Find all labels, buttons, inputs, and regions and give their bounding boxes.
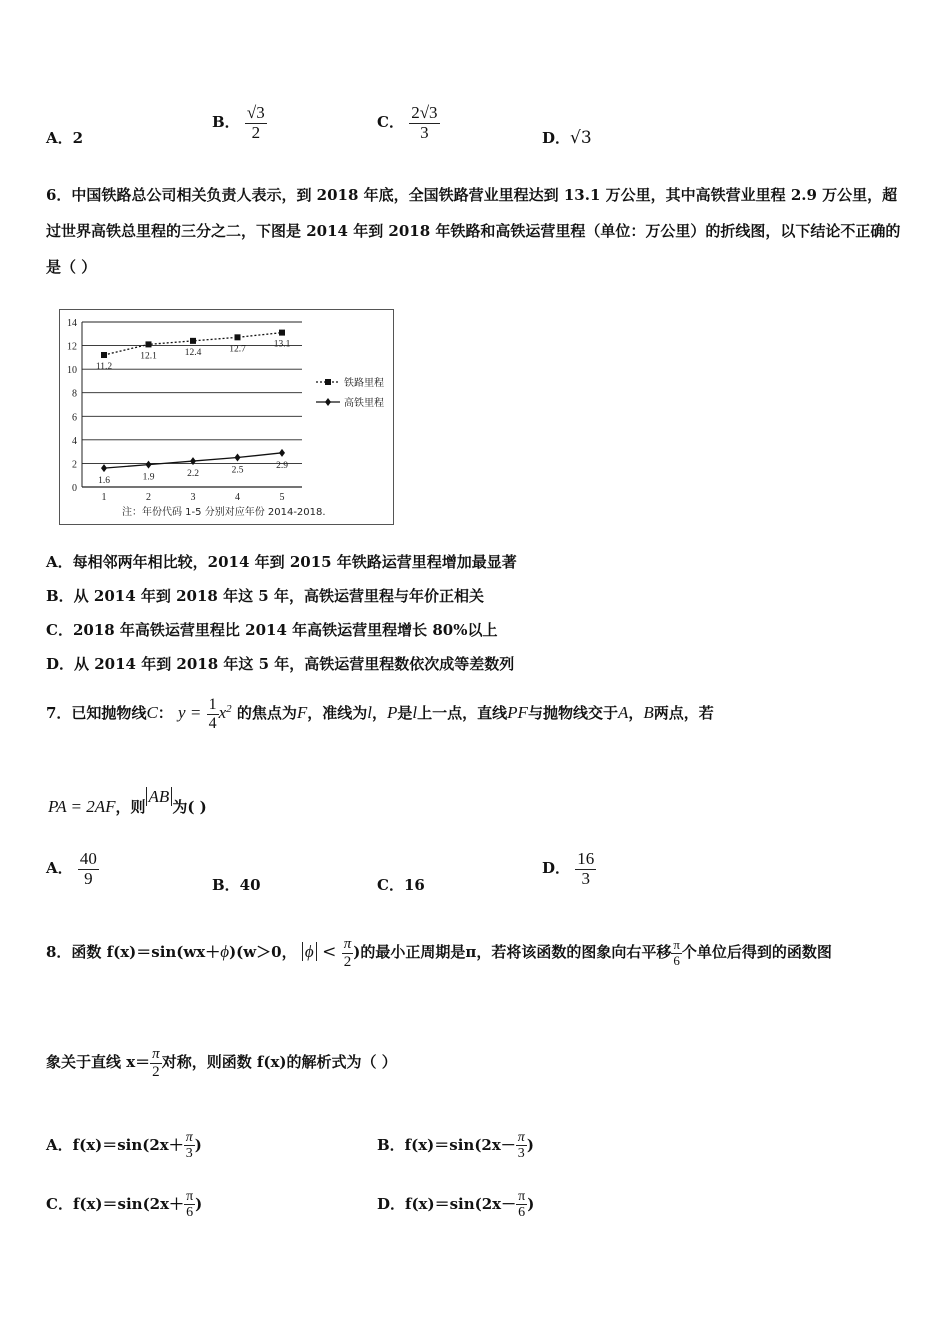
q7-text: ： <box>157 704 173 723</box>
q8-text: 象关于直线 x＝ <box>46 1053 151 1071</box>
q6-option-b: B．从 2014 年到 2018 年这 5 年，高铁运营里程与年价正相关 <box>46 587 484 605</box>
q7-text: 7．已知抛物线 <box>46 704 147 723</box>
x-tick-label: 5 <box>279 492 285 503</box>
y-tick-label: 8 <box>72 388 77 400</box>
legend-label: 高铁里程 <box>344 398 384 409</box>
legend-label: 铁路里程 <box>344 378 384 389</box>
q7-option-c: C．16 <box>377 876 425 894</box>
denominator: 3 <box>581 868 590 888</box>
fraction <box>78 850 99 888</box>
option-label: B． <box>212 113 240 132</box>
fraction <box>245 104 267 142</box>
denominator: 4 <box>208 714 217 732</box>
q8-text: )(w＞0， <box>229 943 297 961</box>
var-phi: ϕ <box>220 942 230 961</box>
series-point <box>101 464 107 472</box>
q8-text: )的最小正周期是π，若将该函数的图象向右平移 <box>353 943 672 961</box>
q8-line-2 <box>46 1046 397 1080</box>
var-F: F <box>296 703 308 723</box>
x-tick-label: 4 <box>235 492 240 503</box>
q6-line-chart <box>59 309 394 525</box>
option-value: √3 <box>570 128 592 148</box>
data-label: 13.1 <box>273 339 291 350</box>
data-label: 12.4 <box>184 347 202 358</box>
q8-option-a <box>46 1130 202 1162</box>
q8-option-d <box>377 1189 534 1221</box>
q5-option-b <box>212 104 267 142</box>
q6-question-text: 6．中国铁路总公司相关负责人表示，到 2018 年底，全国铁路营业里程达到 13.1 万公里，其中高铁营业里程 2.9 万公里，超过世界高铁总里程的三分之二，下图是 2014 年到 2018 年铁路和高铁运营里程（单位：万公里）的折线图，以下结论不正确的是（ ） <box>46 186 901 276</box>
fraction <box>342 936 354 970</box>
denominator: 3 <box>420 122 429 142</box>
x-tick-label: 2 <box>146 492 151 503</box>
var-PF: PF <box>507 703 528 723</box>
q5-option-d <box>542 127 592 148</box>
y-tick-label: 4 <box>72 435 77 447</box>
y-tick-label: 10 <box>67 365 77 377</box>
option-label: C． <box>377 113 404 132</box>
numerator: 2√3 <box>411 103 438 122</box>
denominator: 6 <box>673 952 680 968</box>
var-l: l <box>412 703 418 723</box>
q6-option-d: D．从 2014 年到 2018 年这 5 年，高铁运营里程数依次成等差数列 <box>46 655 515 673</box>
q7-text: ， <box>372 704 388 723</box>
fraction <box>409 104 439 142</box>
var-C: C <box>146 703 158 723</box>
numerator: 1 <box>208 696 217 713</box>
numerator: π <box>518 1189 526 1204</box>
denominator: 2 <box>152 1063 160 1080</box>
numerator: 40 <box>79 849 97 868</box>
fraction <box>184 1130 195 1162</box>
option-close: ) <box>194 1135 202 1154</box>
series-point <box>279 449 285 457</box>
chart-svg <box>60 310 393 524</box>
denominator: 2 <box>251 122 261 142</box>
option-label: D． <box>542 129 571 147</box>
var-P: P <box>387 703 398 723</box>
less-than: < <box>316 942 342 962</box>
series-point <box>146 341 152 347</box>
x-tick-label: 1 <box>101 492 107 503</box>
data-label: 12.1 <box>140 351 157 362</box>
option-label: D．f(x)＝sin(2x－ <box>377 1194 517 1213</box>
exponent: 2 <box>226 703 232 716</box>
q6-option-c: C．2018 年高铁运营里程比 2014 年高铁运营里程增长 80%以上 <box>46 621 498 639</box>
q8-option-b <box>377 1130 534 1162</box>
x-tick-label: 3 <box>190 492 196 503</box>
legend-marker <box>325 398 331 406</box>
chart-note: 注：年份代码 1-5 分别对应年份 2014-2018. <box>122 507 326 518</box>
series-point <box>101 352 107 358</box>
q6-options <box>46 545 906 681</box>
q7-text: 是 <box>397 704 413 723</box>
series-point <box>190 338 196 344</box>
fraction <box>575 850 596 888</box>
var-y: y = <box>178 703 202 723</box>
fraction <box>671 938 682 968</box>
option-value: 2 <box>72 129 84 147</box>
q7-text: 为( ) <box>172 798 207 816</box>
series-point <box>279 330 285 336</box>
numerator: π <box>673 937 680 953</box>
q7-text: 的焦点为 <box>236 704 297 723</box>
option-label: C．f(x)＝sin(2x＋ <box>46 1194 185 1213</box>
option-label: A．f(x)＝sin(2x＋ <box>46 1135 184 1154</box>
numerator: 16 <box>577 849 595 868</box>
y-tick-label: 2 <box>72 459 77 471</box>
y-tick-label: 14 <box>67 318 77 329</box>
data-label: 12.7 <box>229 344 246 355</box>
equation: PA = 2AF <box>48 797 116 816</box>
abs-phi: ϕ <box>302 942 317 961</box>
fraction <box>516 1189 527 1221</box>
option-label: A． <box>46 859 73 878</box>
fraction <box>207 696 219 732</box>
numerator: π <box>185 1130 193 1145</box>
q7-text: 与抛物线交于 <box>527 704 618 723</box>
option-close: ) <box>526 1135 534 1154</box>
q7-text: 上一点，直线 <box>417 704 508 723</box>
data-label: 1.6 <box>98 476 110 487</box>
denominator: 3 <box>517 1146 525 1162</box>
q8-line-1 <box>46 936 832 970</box>
var-B: B <box>643 703 654 723</box>
y-tick-label: 12 <box>67 341 77 353</box>
data-label: 2.5 <box>231 465 244 476</box>
fraction <box>516 1130 527 1162</box>
q5-option-c <box>377 104 440 142</box>
q5-option-a <box>46 127 83 148</box>
denominator: 6 <box>518 1205 526 1221</box>
series-point <box>235 454 241 462</box>
option-close: ) <box>527 1194 535 1213</box>
data-label: 2.2 <box>187 469 199 480</box>
legend-marker <box>325 379 331 385</box>
y-tick-label: 0 <box>72 483 77 494</box>
q7-text: ，则 <box>115 798 146 816</box>
numerator: π <box>152 1046 160 1062</box>
denominator: 3 <box>185 1146 193 1162</box>
q7-line-2 <box>48 787 207 817</box>
numerator: π <box>186 1189 194 1204</box>
series-point <box>146 461 152 469</box>
q7-option-b: B．40 <box>212 876 261 894</box>
option-close: ) <box>195 1194 203 1213</box>
option-label: B．f(x)＝sin(2x－ <box>377 1135 516 1154</box>
q7-text: ， <box>628 704 644 723</box>
numerator: π <box>517 1130 525 1145</box>
q8-text: 对称，则函数 f(x)的解析式为（ ） <box>161 1053 397 1071</box>
denominator: 9 <box>84 868 93 888</box>
numerator: √3 <box>246 103 265 122</box>
var-l: l <box>367 703 372 723</box>
option-label: D． <box>542 859 571 878</box>
q7-option-d <box>542 850 596 888</box>
q7-option-a <box>46 850 99 888</box>
data-label: 1.9 <box>142 472 155 483</box>
numerator: π <box>343 936 352 952</box>
data-label: 11.2 <box>95 362 113 372</box>
q8-option-c <box>46 1189 202 1221</box>
q7-line-1 <box>46 696 714 732</box>
option-label: A． <box>46 129 73 147</box>
data-label: 2.9 <box>276 460 288 471</box>
y-tick-label: 6 <box>72 412 77 424</box>
var-x: x <box>218 703 227 723</box>
abs-AB: AB <box>146 787 173 806</box>
fraction <box>184 1189 195 1221</box>
q7-text: 两点，若 <box>653 704 714 723</box>
denominator: 6 <box>186 1205 194 1221</box>
denominator: 2 <box>343 953 352 970</box>
var-A: A <box>617 703 629 723</box>
series-point <box>235 334 241 340</box>
q8-text: 8．函数 f(x)＝sin(wx＋ <box>46 943 221 961</box>
q6-option-a: A．每相邻两年相比较，2014 年到 2015 年铁路运营里程增加最显著 <box>46 553 517 571</box>
q8-text: 个单位后得到的函数图 <box>681 943 832 961</box>
q7-text: ，准线为 <box>307 704 368 723</box>
fraction <box>150 1046 162 1080</box>
